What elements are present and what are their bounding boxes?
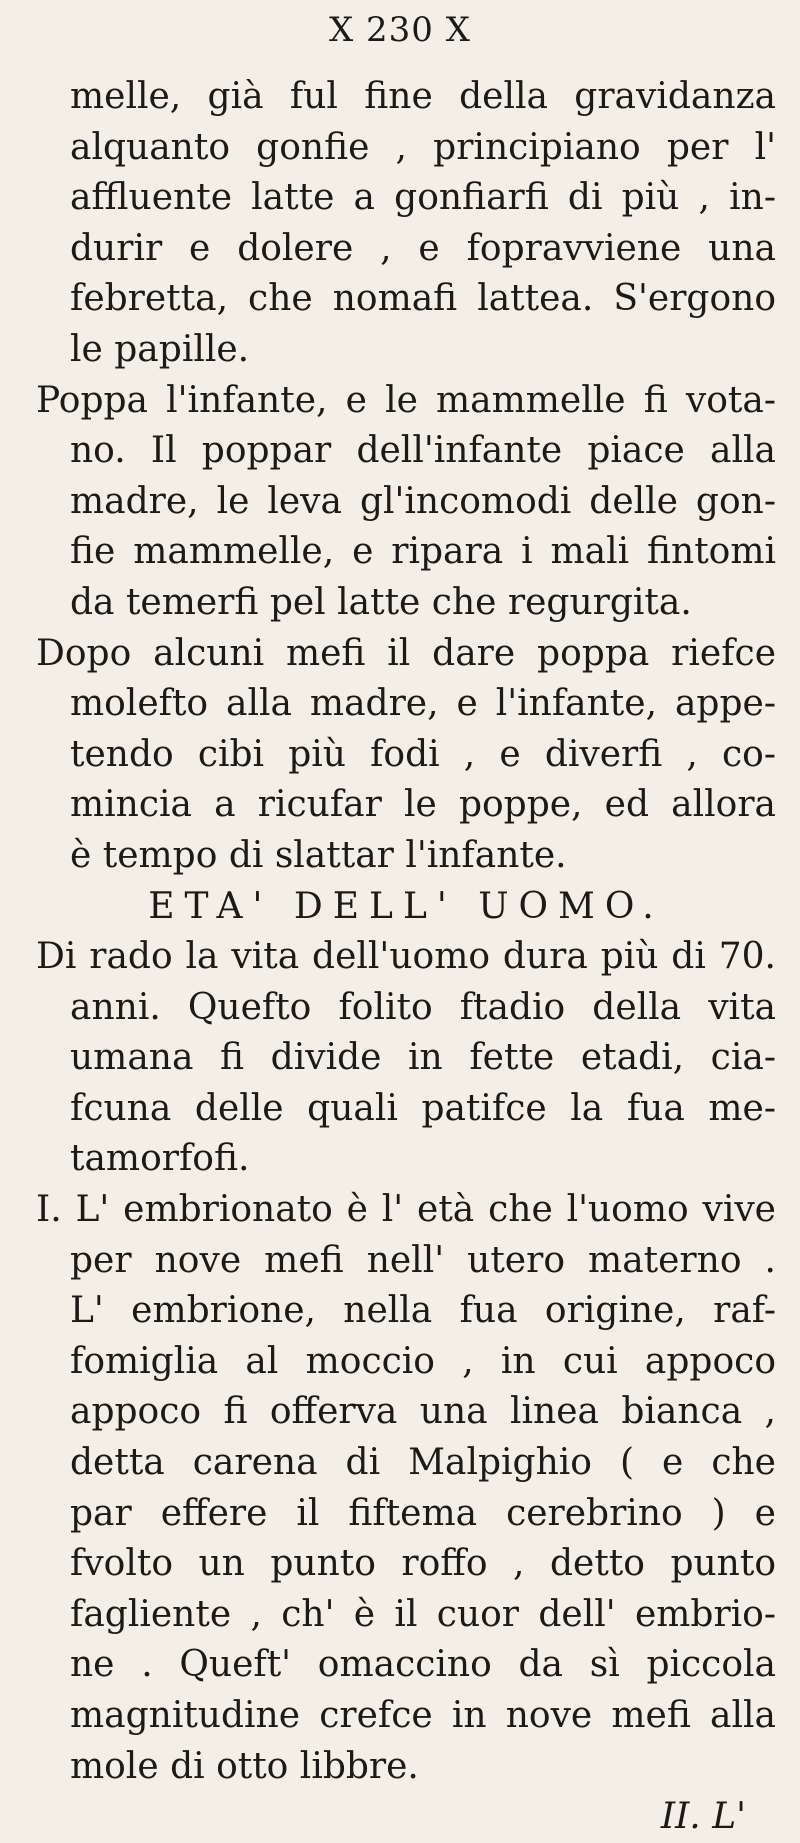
text-line: molefto alla madre, e l'infante, appe- [70, 683, 776, 725]
text-line: magnitudine crefce in nove mefi alla [70, 1695, 776, 1736]
text-line: par effere il fiftema cerebrino ) e [70, 1492, 776, 1534]
body-text [36, 72, 776, 1843]
text-line: L' embrione, nella fua origine, raf- [70, 1290, 776, 1332]
text-line: ETA' DELL' UOMO. [148, 885, 664, 927]
text-line: appoco fi offerva una linea bianca , [70, 1391, 776, 1433]
text-line: alquanto gonfie , principiano per l' [70, 126, 776, 168]
text-line: tamorfofi. [70, 1138, 250, 1180]
text-line: fcuna delle quali patifce la fua me- [70, 1087, 776, 1129]
text-line: fomiglia al moccio , in cui appoco [70, 1340, 776, 1382]
text-line: II. L' [660, 1796, 746, 1838]
text-line: fagliente , ch' è il cuor dell' embrio- [70, 1593, 776, 1635]
text-line: Poppa l'infante, e le mammelle fi vota- [36, 379, 776, 421]
text-line: da temerfi pel latte che regurgita. [70, 581, 692, 623]
text-line: Di rado la vita dell'uomo dura più di 70. [36, 936, 776, 978]
text-line: madre, le leva gl'incomodi delle gon- [70, 480, 776, 522]
text-line: fie mammelle, e ripara i mali fintomi [70, 531, 776, 573]
text-line: fvolto un punto roffo , detto punto [70, 1543, 776, 1585]
text-line: mincia a ricufar le poppe, ed allora [70, 784, 776, 826]
text-line: I. L' embrionato è l' età che l'uomo vive [36, 1189, 776, 1231]
text-line: durir e dolere , e fopravviene una [70, 227, 776, 269]
text-line: Dopo alcuni mefi il dare poppa riefce [36, 632, 776, 674]
text-line: tendo cibi più fodi , e diverfi , co- [70, 733, 776, 775]
text-line: per nove mefi nell' utero materno . [70, 1239, 776, 1281]
text-line: affluente latte a gonfiarfi di più , in- [70, 177, 776, 219]
text-line: umana fi divide in fette etadi, cia- [70, 1037, 776, 1079]
text-line: mole di otto libbre. [70, 1745, 419, 1787]
text-line: è tempo di slattar l'infante. [70, 834, 567, 876]
text-line: anni. Quefto folito ftadio della vita [70, 986, 776, 1028]
text-line: detta carena di Malpighio ( e che [70, 1442, 776, 1484]
text-line: le papille. [70, 328, 250, 370]
text-line: melle, già ful fine della gravidanza [70, 76, 776, 117]
text-line: febretta, che nomafi lattea. S'ergono [70, 278, 776, 320]
page-number-header: X 230 X [329, 10, 471, 50]
text-line: no. Il poppar dell'infante piace alla [70, 430, 776, 472]
text-line: ne . Queft' omaccino da sì piccola [70, 1644, 776, 1686]
